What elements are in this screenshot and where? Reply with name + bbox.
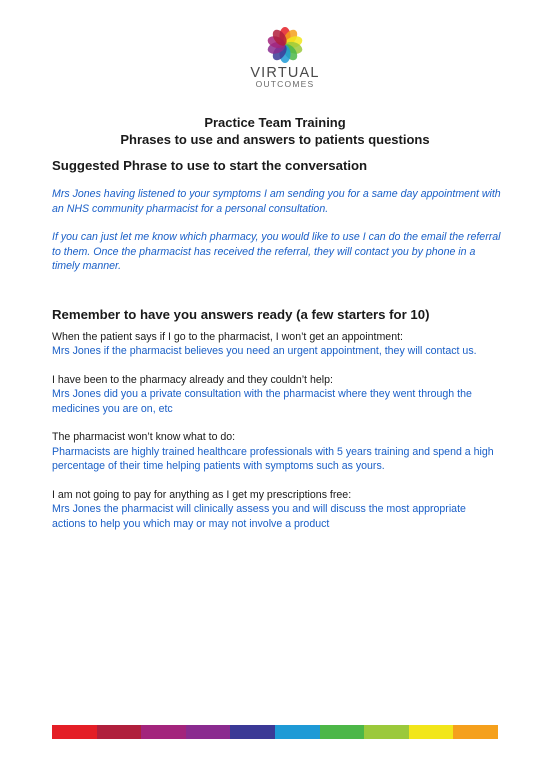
section1-heading: Suggested Phrase to use to start the conversation <box>52 158 368 173</box>
footer-color-segment <box>186 725 231 739</box>
suggested-answer: Mrs Jones if the pharmacist believes you need an urgent appointment, they will contact us. <box>52 345 477 357</box>
patient-question: When the patient says if I go to the pharmacist, I won’t get an appointment: <box>52 330 403 343</box>
footer-color-segment <box>364 725 409 739</box>
footer-color-segment <box>320 725 365 739</box>
color-wheel-icon <box>267 27 303 63</box>
logo-text-outcomes: OUTCOMES <box>255 79 315 89</box>
document-body <box>52 157 502 531</box>
suggested-phrase-para2: If you can just let me know which pharmacy, you would like to use I can do the email the referral to them. Once the pharmacist has received the referral, they will contact you by phone in a timely manner. <box>52 231 501 272</box>
qa-item <box>52 373 502 417</box>
patient-question: I am not going to pay for anything as I get my prescriptions free: <box>52 488 352 501</box>
section2-heading: Remember to have you answers ready (a few starters for 10) <box>52 306 430 322</box>
footer-color-bar <box>52 725 498 739</box>
footer-color-segment <box>97 725 142 739</box>
document-title: Practice Team Training <box>204 115 346 130</box>
virtual-outcomes-logo <box>250 27 320 89</box>
footer-color-segment <box>275 725 320 739</box>
document-titles <box>0 114 550 148</box>
patient-question: The pharmacist won’t know what to do: <box>52 431 236 443</box>
suggested-phrase-para1: Mrs Jones having listened to your symptoms I am sending you for a same day appointment with an NHS community pharmacist for a personal consultation. <box>52 188 501 215</box>
qa-item <box>52 430 502 474</box>
document-subtitle: Phrases to use and answers to patients questions <box>120 132 430 147</box>
footer-color-segment <box>52 725 97 739</box>
footer-color-segment <box>230 725 275 739</box>
suggested-answer: Mrs Jones the pharmacist will clinically assess you and will discuss the most appropriate actions to help you which may or may not involve a product <box>52 503 466 530</box>
footer-color-segment <box>409 725 454 739</box>
logo-text-virtual: VIRTUAL <box>250 65 320 81</box>
qa-item <box>52 330 502 359</box>
footer-color-segment <box>141 725 186 739</box>
patient-question: I have been to the pharmacy already and they couldn’t help: <box>52 373 333 386</box>
footer-color-segment <box>453 725 498 739</box>
suggested-answer: Pharmacists are highly trained healthcare professionals with 5 years training and spend a high percentage of their time helping patients with symptoms such as yours. <box>52 445 494 472</box>
suggested-answer: Mrs Jones did you a private consultation with the pharmacist where they went through the medicines you are on, etc <box>52 388 472 415</box>
qa-item <box>52 488 502 532</box>
